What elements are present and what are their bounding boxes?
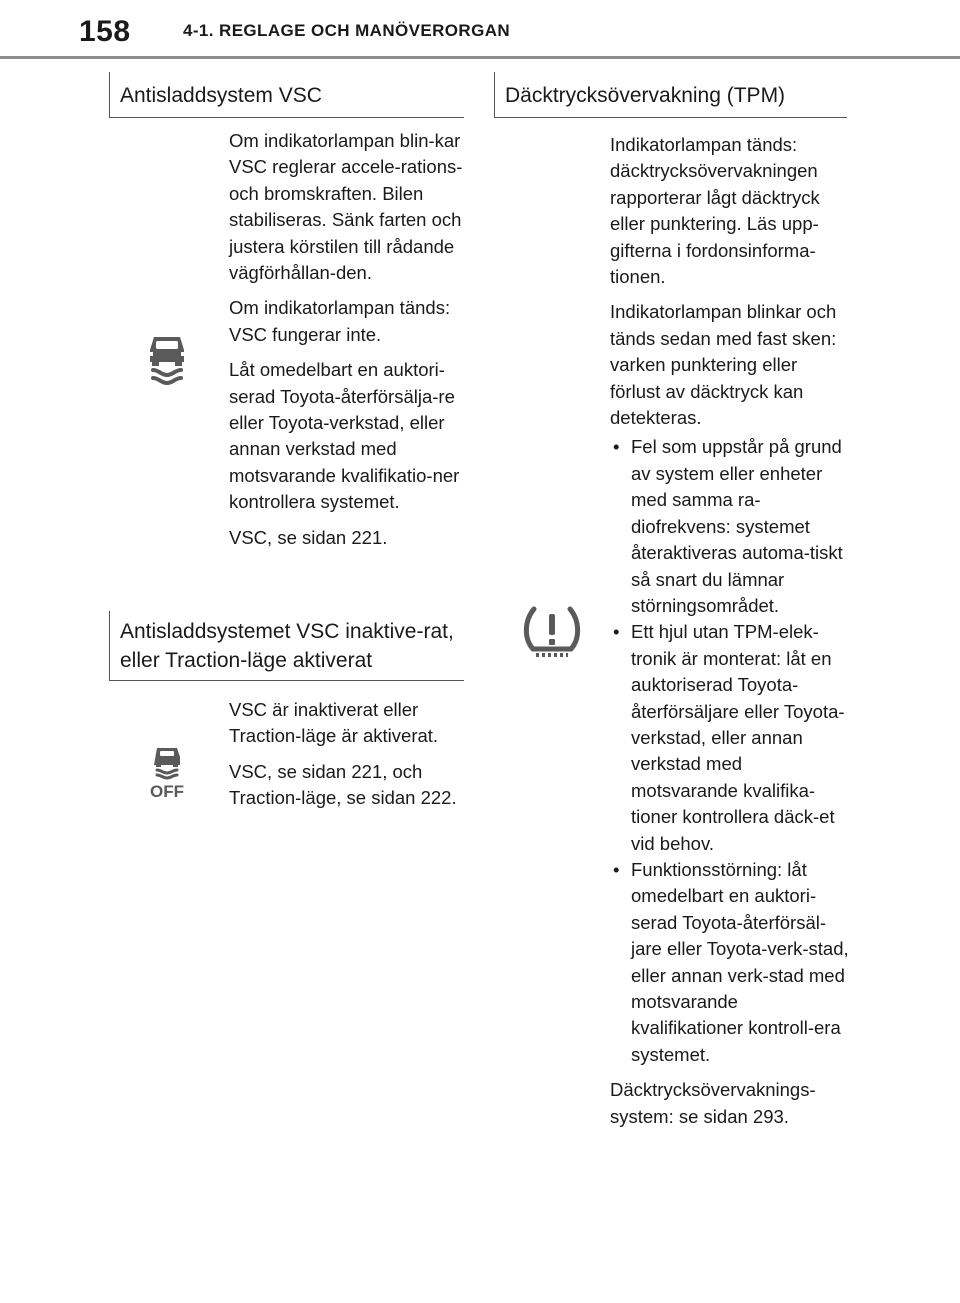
vsc-off-icon-label: OFF	[150, 782, 184, 800]
header-divider	[0, 56, 960, 59]
section-heading-tpm-text: Däcktrycksövervakning (TPM)	[505, 84, 786, 107]
list-item: • Ett hjul utan TPM-elek-tronik är monterat: låt en auktoriserad Toyota-återförsäljare eller Toyota-verkstad, eller annan verkstad med motsvarande kvalifika-tioner kontrollera däck-et vid behov.	[610, 619, 850, 857]
vsc-off-icon	[146, 746, 188, 800]
list-item: • Fel som uppstår på grund av system eller enheter med samma ra-diofrekvens: systemet återaktiveras automa-tiskt så snart du lämnar störningsområdet.	[610, 434, 850, 619]
vsc-description	[229, 128, 469, 560]
page-header	[0, 0, 960, 64]
section-heading-vsc-off-text: Antisladdsystemet VSC inaktive-rat, eller Traction-läge aktiverat	[120, 620, 454, 672]
paragraph: Indikatorlampan tänds: däcktrycksövervakningen rapporterar lågt däcktryck eller punktering. Läs upp-gifterna i fordonsinforma-tionen.	[610, 134, 820, 288]
paragraph: VSC, se sidan 221, och Traction-läge, se sidan 222.	[229, 760, 457, 809]
paragraph: Om indikatorlampan blin-kar VSC reglerar accele-rations- och bromskraften. Bilen stabiliseras. Sänk farten och justera körstilen till rådande vägförhållan-den.	[229, 130, 463, 284]
vsc-off-description	[229, 697, 469, 821]
paragraph: Däcktrycksövervaknings-system: se sidan 293.	[610, 1079, 816, 1127]
paragraph: Låt omedelbart en auktori-serad Toyota-återförsälja-re eller Toyota-verkstad, eller annan verkstad med motsvarande kvalifikatio-ner kontrollera systemet.	[229, 359, 460, 513]
paragraph: Om indikatorlampan tänds: VSC fungerar inte.	[229, 297, 451, 345]
tpm-description	[610, 132, 850, 1139]
chapter-title: 4-1. REGLAGE OCH MANÖVERORGAN	[183, 21, 511, 40]
section-heading-vsc-text: Antisladdsystem VSC	[120, 84, 322, 107]
page-number: 158	[79, 15, 131, 48]
paragraph: Indikatorlampan blinkar och tänds sedan med fast sken: varken punktering eller förlust av däcktryck kan detekteras.	[610, 301, 837, 429]
paragraph: VSC, se sidan 221.	[229, 526, 388, 548]
section-heading-tpm	[494, 72, 847, 118]
section-heading-vsc-off	[109, 611, 464, 681]
tire-pressure-warning-icon	[521, 605, 583, 661]
paragraph: VSC är inaktiverat eller Traction-läge är aktiverat.	[229, 699, 439, 747]
tpm-bullet-list	[610, 434, 850, 1068]
list-item: • Funktionsstörning: låt omedelbart en auktori-serad Toyota-återförsäl-jare eller Toyota-verk-stad, eller annan verk-stad med motsvarande kvalifikationer kontroll-era systemet.	[610, 857, 850, 1068]
section-heading-vsc	[109, 72, 464, 118]
vsc-skid-icon	[145, 333, 189, 387]
